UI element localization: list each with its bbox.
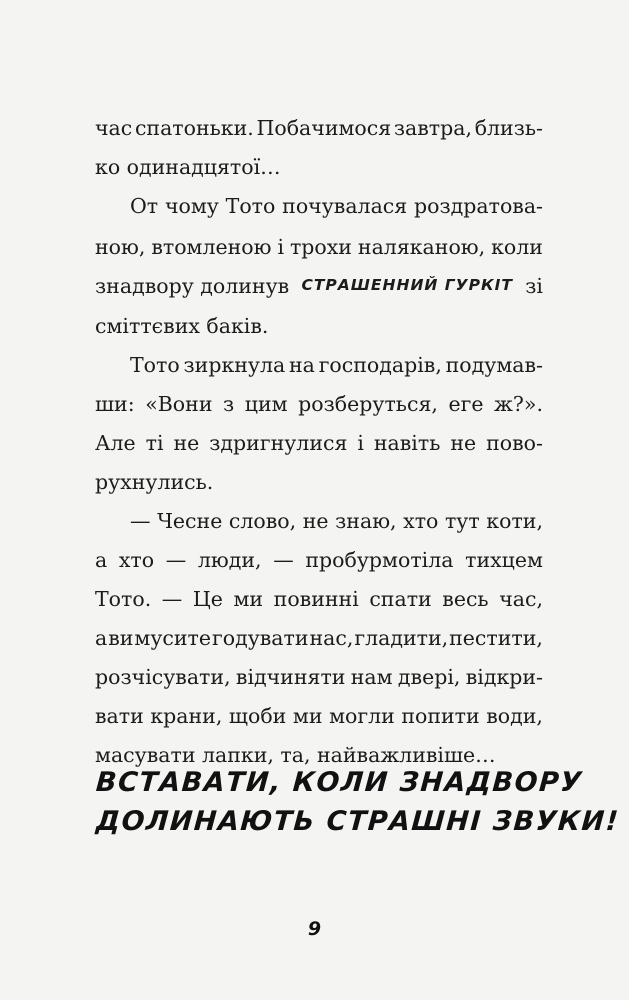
text-line: сміттєвих баків. bbox=[95, 314, 269, 338]
text-line: час спатоньки. Побачимося завтра, близь- bbox=[95, 116, 543, 140]
emphasis-text: СТРАШЕННИЙ ГУРКІТ bbox=[301, 276, 513, 294]
text-fragment: зі bbox=[525, 274, 543, 298]
text-line: Тото зиркнула на господарів, подумав- bbox=[130, 353, 543, 377]
shout-line-2: ДОЛИНАЮТЬ СТРАШНІ ЗВУКИ! bbox=[94, 806, 621, 837]
text-line: ко одинадцятої… bbox=[95, 155, 281, 179]
text-line: а хто — люди, — пробурмотіла тихцем bbox=[95, 548, 543, 572]
text-line: Але ті не здригнулися і навіть не пово- bbox=[95, 431, 543, 455]
text-fragment: знадвору долинув bbox=[95, 274, 290, 298]
text-line: рухнулись. bbox=[95, 470, 214, 494]
text-line: вати крани, щоби ми могли попити води, bbox=[95, 704, 543, 728]
text-line: а ви мусите годувати нас, гладити, пестити, bbox=[95, 626, 543, 650]
text-line: — Чесне слово, не знаю, хто тут коти, bbox=[130, 509, 543, 533]
text-line: розчісувати, відчиняти нам двері, відкри- bbox=[95, 665, 543, 689]
text-line: ши: «Вони з цим розберуться, еге ж?». bbox=[95, 392, 543, 416]
text-line: ною, втомленою і трохи наляканою, коли bbox=[95, 235, 543, 259]
text-line bbox=[95, 276, 543, 297]
shout-line-1: ВСТАВАТИ, КОЛИ ЗНАДВОРУ bbox=[94, 767, 584, 798]
text-line: Тото. — Це ми повинні спати весь час, bbox=[95, 587, 543, 611]
text-line: масувати лапки, та, найважливіше… bbox=[95, 743, 496, 767]
text-line: От чому Тото почувалася роздратова- bbox=[130, 194, 543, 218]
page-number: 9 bbox=[307, 918, 322, 940]
